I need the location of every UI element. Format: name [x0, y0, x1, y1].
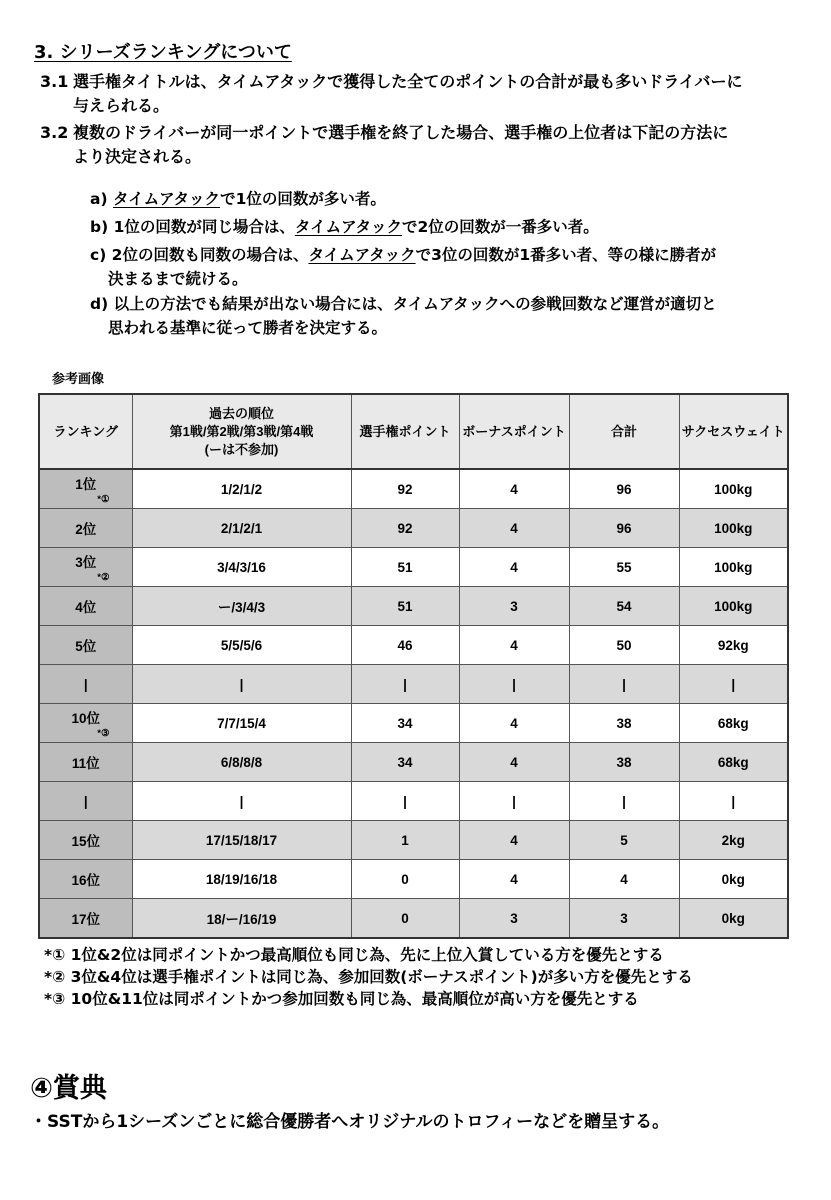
cell-ranking — [39, 821, 132, 860]
rank-label: 11位 — [71, 756, 100, 771]
item-text-line2: 与えられる。 — [73, 96, 170, 115]
rank-note-marker: *② — [97, 572, 110, 583]
footnote-1: *① 1位&2位は同ポイントかつ最高順位も同じ為、先に上位入賞している方を優先とする — [44, 946, 664, 964]
item-3-2 — [40, 121, 800, 171]
cell-bonus: 4 — [459, 821, 569, 860]
cell-bonus: | — [459, 782, 569, 821]
table-row — [39, 704, 788, 743]
cell-ranking — [39, 665, 132, 704]
cell-past-results: 18/19/16/18 — [132, 860, 351, 899]
cell-total: 38 — [569, 704, 679, 743]
cell-weight: 100kg — [679, 509, 788, 548]
cell-bonus: 4 — [459, 626, 569, 665]
rank-label: 17位 — [71, 912, 101, 927]
header-past-line2: 第1戦/第2戦/第3戦/第4戦 — [169, 423, 314, 439]
cell-total: 3 — [569, 899, 679, 939]
sub-item-text: a) — [90, 190, 113, 208]
item-text-line1: 複数のドライバーが同一ポイントで選手権を終了した場合、選手権の上位者は下記の方法に — [73, 123, 729, 142]
rank-note-marker: *③ — [97, 728, 110, 739]
table-row — [39, 860, 788, 899]
rank-label: 2位 — [75, 522, 97, 537]
header-past-results — [132, 394, 351, 469]
table-row — [39, 626, 788, 665]
cell-total: 50 — [569, 626, 679, 665]
cell-total: 96 — [569, 469, 679, 509]
table-header-row — [39, 394, 788, 469]
prize-description: ・SSTから1シーズンごとに総合優勝者へオリジナルのトロフィーなどを贈呈する。 — [30, 1112, 670, 1132]
cell-weight: 100kg — [679, 587, 788, 626]
header-past-line3: (ーは不参加) — [204, 441, 279, 457]
cell-ranking — [39, 469, 132, 509]
footnote-2: *② 3位&4位は選手権ポイントは同じ為、参加回数(ボーナスポイント)が多い方を優先とする — [44, 968, 693, 986]
sub-item-text: で2位の回数が一番多い者。 — [401, 218, 599, 236]
cell-bonus: 4 — [459, 743, 569, 782]
sub-item-c — [90, 243, 716, 291]
table-row — [39, 587, 788, 626]
table-row — [39, 782, 788, 821]
cell-past-results: 17/15/18/17 — [132, 821, 351, 860]
reference-image-label: 参考画像 — [52, 372, 105, 387]
item-number: 3.1 — [40, 72, 69, 91]
cell-weight: | — [679, 665, 788, 704]
item-text-line2: より決定される。 — [73, 147, 202, 166]
table-row — [39, 665, 788, 704]
cell-total: 5 — [569, 821, 679, 860]
cell-bonus: 3 — [459, 587, 569, 626]
cell-total: 55 — [569, 548, 679, 587]
header-ranking: ランキング — [39, 394, 132, 469]
table-row — [39, 743, 788, 782]
rank-label: 16位 — [71, 873, 101, 888]
cell-past-results: | — [132, 665, 351, 704]
cell-ranking — [39, 782, 132, 821]
sub-item-text: で3位の回数が1番多い者、等の様に勝者が — [415, 246, 717, 264]
cell-ranking — [39, 899, 132, 939]
table-row — [39, 509, 788, 548]
cell-points: 1 — [351, 821, 459, 860]
sub-item-text: b) 1位の回数が同じ場合は、 — [90, 218, 295, 236]
header-points: 選手権ポイント — [351, 394, 459, 469]
item-text-line1: 選手権タイトルは、タイムアタックで獲得した全てのポイントの合計が最も多いドライバーに — [73, 72, 743, 91]
footnote-3: *③ 10位&11位は同ポイントかつ参加回数も同じ為、最高順位が高い方を優先とする — [44, 990, 639, 1008]
cell-points: 34 — [351, 704, 459, 743]
cell-points: 0 — [351, 899, 459, 939]
sub-item-text: d) 以上の方法でも結果が出ない場合には、タイムアタックへの参戦回数など運営が適切と — [90, 295, 717, 313]
cell-points: 51 — [351, 587, 459, 626]
cell-weight: 100kg — [679, 469, 788, 509]
sub-item-text: c) 2位の回数も同数の場合は、 — [90, 246, 309, 264]
cell-points: 92 — [351, 509, 459, 548]
header-total: 合計 — [569, 394, 679, 469]
cell-points: 46 — [351, 626, 459, 665]
rank-label: 15位 — [71, 834, 101, 849]
cell-weight: | — [679, 782, 788, 821]
cell-weight: 92kg — [679, 626, 788, 665]
cell-weight: 68kg — [679, 743, 788, 782]
cell-total: 38 — [569, 743, 679, 782]
cell-points: 51 — [351, 548, 459, 587]
cell-past-results: ー/3/4/3 — [132, 587, 351, 626]
cell-bonus: 4 — [459, 469, 569, 509]
rank-label: | — [83, 676, 88, 692]
underlined-term: タイムアタック — [112, 190, 221, 208]
cell-bonus: 4 — [459, 704, 569, 743]
cell-bonus: 4 — [459, 509, 569, 548]
header-weight: サクセスウェイト — [679, 394, 788, 469]
table-row — [39, 469, 788, 509]
rank-label: 3位 — [75, 555, 97, 570]
sub-item-a — [90, 187, 386, 211]
rank-label: 1位 — [75, 477, 97, 492]
cell-points: | — [351, 782, 459, 821]
cell-bonus: 4 — [459, 860, 569, 899]
cell-ranking — [39, 743, 132, 782]
rank-label: | — [83, 793, 88, 809]
item-text — [73, 70, 742, 118]
cell-points: 34 — [351, 743, 459, 782]
sub-item-d — [90, 292, 717, 340]
prize-section-title: ④賞典 — [30, 1073, 107, 1104]
sub-item-b — [90, 215, 599, 239]
cell-points: 0 — [351, 860, 459, 899]
cell-total: | — [569, 782, 679, 821]
underlined-term: タイムアタック — [308, 246, 416, 264]
rank-label: 5位 — [75, 639, 97, 654]
sub-item-text: で1位の回数が多い者。 — [220, 190, 386, 208]
sub-item-text-line2: 決まるまで続ける。 — [108, 270, 248, 288]
rank-label: 10位 — [71, 711, 101, 726]
rank-note-marker: *① — [97, 494, 110, 505]
cell-ranking — [39, 509, 132, 548]
underlined-term: タイムアタック — [294, 218, 402, 236]
cell-ranking — [39, 860, 132, 899]
cell-weight: 2kg — [679, 821, 788, 860]
cell-past-results: 2/1/2/1 — [132, 509, 351, 548]
cell-total: | — [569, 665, 679, 704]
item-number: 3.2 — [40, 123, 69, 142]
cell-ranking — [39, 626, 132, 665]
cell-past-results: 7/7/15/4 — [132, 704, 351, 743]
cell-points: 92 — [351, 469, 459, 509]
item-text — [73, 121, 728, 169]
table-body — [39, 469, 788, 938]
cell-weight: 0kg — [679, 899, 788, 939]
cell-bonus: 3 — [459, 899, 569, 939]
table-row — [39, 821, 788, 860]
cell-total: 4 — [569, 860, 679, 899]
cell-ranking — [39, 548, 132, 587]
cell-total: 96 — [569, 509, 679, 548]
cell-bonus: 4 — [459, 548, 569, 587]
cell-total: 54 — [569, 587, 679, 626]
cell-past-results: 5/5/5/6 — [132, 626, 351, 665]
item-3-1 — [40, 70, 800, 120]
cell-weight: 100kg — [679, 548, 788, 587]
sub-item-text-line2: 思われる基準に従って勝者を決定する。 — [108, 319, 388, 337]
ranking-table — [38, 393, 789, 939]
cell-past-results: 1/2/1/2 — [132, 469, 351, 509]
cell-bonus: | — [459, 665, 569, 704]
header-past-line1: 過去の順位 — [208, 405, 274, 421]
cell-past-results: 3/4/3/16 — [132, 548, 351, 587]
cell-points: | — [351, 665, 459, 704]
cell-ranking — [39, 704, 132, 743]
cell-ranking — [39, 587, 132, 626]
cell-past-results: 6/8/8/8 — [132, 743, 351, 782]
cell-past-results: 18/ー/16/19 — [132, 899, 351, 939]
cell-weight: 68kg — [679, 704, 788, 743]
cell-weight: 0kg — [679, 860, 788, 899]
header-bonus: ボーナスポイント — [459, 394, 569, 469]
rank-label: 4位 — [75, 600, 97, 615]
table-row — [39, 899, 788, 939]
table-row — [39, 548, 788, 587]
section-title: 3. シリーズランキングについて — [34, 42, 292, 63]
cell-past-results: | — [132, 782, 351, 821]
